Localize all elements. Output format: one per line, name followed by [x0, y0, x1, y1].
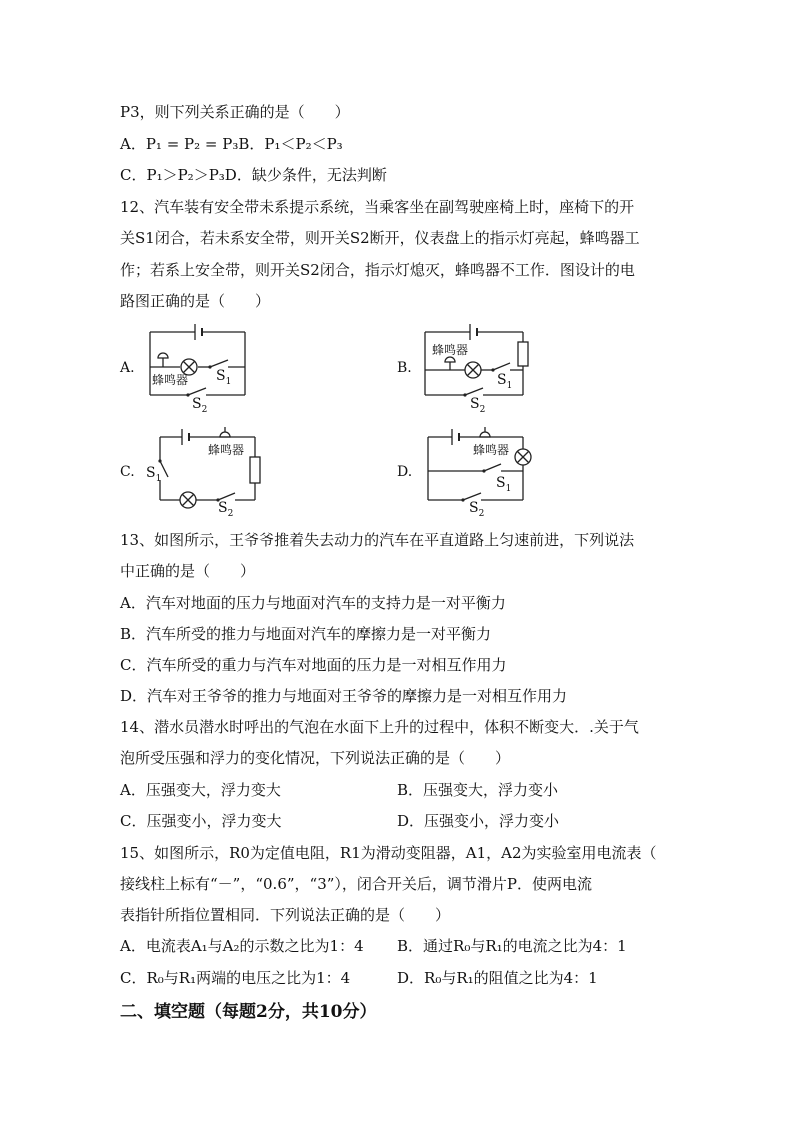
circuit-a-buzzer-label: 蜂鸣器 — [152, 373, 189, 387]
circuit-b-label: B. — [397, 360, 412, 376]
q13-option-d: D．汽车对王爷爷的推力与地面对王爷爷的摩擦力是一对相互作用力 — [120, 687, 568, 705]
q13-stem-line1: 13、如图所示，王爷爷推着失去动力的汽车在平直道路上匀速前进，下列说法 — [120, 531, 635, 549]
circuit-b-s1-label: $S_1$ — [497, 372, 513, 391]
q13-option-a: A．汽车对地面的压力与地面对汽车的支持力是一对平衡力 — [120, 594, 506, 612]
q14-option-c: C．压强变小，浮力变大 — [120, 812, 282, 830]
q15-option-c: C．R₀与R₁两端的电压之比为1：4 — [120, 969, 351, 987]
circuit-b-s2-label: $S_2$ — [470, 396, 486, 415]
circuit-d-s2-label: $S_2$ — [469, 500, 485, 519]
q15-stem-line1: 15、如图所示，R0为定值电阻，R1为滑动变阻器，A1，A2为实验室用电流表（ — [120, 844, 657, 862]
q12-stem-line1: 12、汽车装有安全带未系提示系统，当乘客坐在副驾驶座椅上时，座椅下的开 — [120, 198, 635, 216]
q11-stem-tail: P3，则下列关系正确的是（ ） — [120, 103, 350, 121]
q12-stem-line3: 作；若系上安全带，则开关S2闭合，指示灯熄灭，蜂鸣器不工作．图设计的电 — [120, 261, 635, 279]
q13-option-b: B．汽车所受的推力与地面对汽车的摩擦力是一对平衡力 — [120, 625, 492, 643]
circuit-c-buzzer-label: 蜂鸣器 — [208, 443, 245, 457]
q14-option-d: D．压强变小，浮力变小 — [397, 812, 560, 830]
circuit-a-label: A. — [120, 360, 135, 376]
circuit-c-s2-label: $S_2$ — [218, 500, 234, 519]
q14-option-a: A．压强变大，浮力变大 — [120, 781, 281, 799]
circuit-d-buzzer-label: 蜂鸣器 — [473, 443, 510, 457]
circuit-a-s1-label: $S_1$ — [216, 368, 232, 387]
q11-options-ab: A．P₁ = P₂ = P₃B．P₁＜P₂＜P₃ — [120, 135, 343, 153]
circuit-b-buzzer-label: 蜂鸣器 — [432, 343, 469, 357]
circuit-a-s2-label: $S_2$ — [192, 396, 208, 415]
q14-stem-line2: 泡所受压强和浮力的变化情况，下列说法正确的是（ ） — [120, 749, 511, 767]
q14-stem-line1: 14、潜水员潜水时呼出的气泡在水面下上升的过程中，体积不断变大．.关于气 — [120, 718, 639, 736]
q15-stem-line3: 表指针所指位置相同．下列说法正确的是（ ） — [120, 906, 451, 924]
q12-stem-line2: 关S1闭合，若未系安全带，则开关S2断开，仪表盘上的指示灯亮起，蜂鸣器工 — [120, 229, 640, 247]
q12-stem-line4: 路图正确的是（ ） — [120, 292, 271, 310]
q15-option-a: A．电流表A₁与A₂的示数之比为1：4 — [120, 937, 364, 955]
q13-option-c: C．汽车所受的重力与汽车对地面的压力是一对相互作用力 — [120, 656, 507, 674]
q14-option-b: B．压强变大，浮力变小 — [397, 781, 559, 799]
circuit-d-label: D. — [397, 464, 413, 480]
q15-stem-line2: 接线柱上标有“－”，“0.6”，“3”），闭合开关后，调节滑片P．使两电流 — [120, 875, 593, 893]
q11-options-cd: C．P₁＞P₂＞P₃D．缺少条件，无法判断 — [120, 166, 387, 184]
circuit-c-diagram — [150, 425, 270, 520]
q15-option-b: B．通过R₀与R₁的电流之比为4：1 — [397, 937, 627, 955]
circuit-c-s1-label: $S_1$ — [146, 465, 162, 484]
circuit-d-s1-label: $S_1$ — [496, 475, 512, 494]
q15-option-d: D．R₀与R₁的阻值之比为4：1 — [397, 969, 598, 987]
circuit-c-label: C. — [120, 464, 135, 480]
section-heading-fill-in: 二、填空题（每题2分，共10分） — [120, 1002, 377, 1022]
q13-stem-line2: 中正确的是（ ） — [120, 562, 256, 580]
